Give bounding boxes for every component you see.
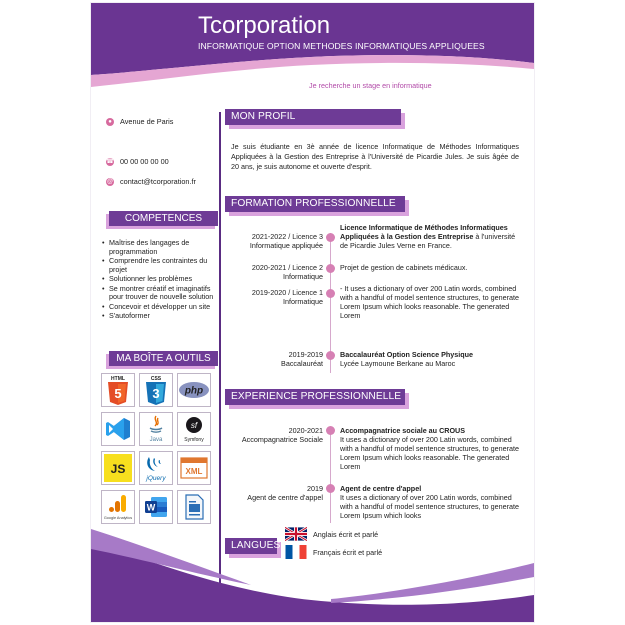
microsoft-word-logo-icon <box>139 490 173 524</box>
xml-logo-icon <box>177 451 211 485</box>
tools-heading-label: MA BOÎTE A OUTILS <box>109 351 218 366</box>
france-flag-icon <box>285 545 307 559</box>
profile-heading <box>225 109 405 129</box>
symfony-logo-icon <box>177 412 211 446</box>
profile-heading-label: MON PROFIL <box>225 109 401 125</box>
timeline-dot <box>326 264 335 273</box>
css-label: CSS <box>150 376 162 382</box>
formation-date-4: 2019-2019 Baccalauréat <box>281 350 323 368</box>
contact-email <box>106 177 196 186</box>
svg-text:3: 3 <box>152 386 160 401</box>
css3-logo-icon <box>139 373 173 407</box>
address-text: Avenue de Paris <box>120 117 174 126</box>
google-analytics-logo-icon <box>101 490 135 524</box>
javascript-logo-icon <box>101 451 135 485</box>
tools-grid <box>101 373 215 524</box>
experience-desc-1: Accompagnatrice sociale au CROUS It uses a dictionary of over 200 Latin words, combined with a handful of model sentence structures, to generate Lorem Ipsum which looks reasonable. The generated Lorem <box>340 426 519 471</box>
word-label: W <box>146 502 156 513</box>
experience-heading-label: EXPERIENCE PROFESSIONNELLE <box>225 389 405 405</box>
email-icon: @ <box>106 178 114 185</box>
skill-item: • Concevoir et développer un site <box>102 303 217 312</box>
tools-heading <box>106 351 218 369</box>
jquery-label: jQuery <box>146 475 166 482</box>
formation-heading-label: FORMATION PROFESSIONNELLE <box>225 196 405 212</box>
formation-desc-2: Projet de gestion de cabinets médicaux. <box>340 263 468 272</box>
job-tagline: Je recherche un stage en informatique <box>309 81 432 90</box>
competences-heading-label: COMPETENCES <box>109 211 218 226</box>
timeline-dot <box>326 289 335 298</box>
skill-item: • Solutionner les problèmes <box>102 275 217 284</box>
timeline-dot <box>326 351 335 360</box>
phone-icon: ☎ <box>106 158 114 165</box>
symfony-label: Symfony <box>184 437 204 443</box>
candidate-name: Tcorporation <box>198 12 331 39</box>
phone-text: 00 00 00 00 00 <box>120 157 169 166</box>
html5-logo-icon <box>101 373 135 407</box>
formation-desc-3: - It uses a dictionary of over 200 Latin words, combined with a handful of model sentence structures, to generate Lorem Ipsum which looks reasonable. The generated Lorem <box>340 284 519 320</box>
experience-date-1: 2020-2021 Accompagnatrice Sociale <box>241 426 323 444</box>
skill-item: • Maîtrise des langages de programmation <box>102 239 217 256</box>
contact-phone <box>106 157 169 166</box>
formation-desc-1: Licence Informatique de Méthodes Informatiques Appliquées à la Gestion des Entreprise à l'université de Picardie Jules Verne en France. <box>340 223 516 250</box>
svg-text:sf: sf <box>190 421 198 430</box>
timeline-dot <box>326 484 335 493</box>
php-label: php <box>184 385 204 397</box>
competences-heading <box>106 211 218 229</box>
language-french: Français écrit et parlé <box>313 548 383 557</box>
uk-flag-icon <box>285 527 307 541</box>
location-pin-icon: ● <box>106 118 114 126</box>
language-english: Anglais écrit et parlé <box>313 530 379 539</box>
cv-sheet <box>91 3 534 622</box>
candidate-subtitle: INFORMATIQUE OPTION METHODES INFORMATIQUES APPLIQUEES <box>198 41 485 51</box>
skill-item: • S'autoformer <box>102 312 217 321</box>
experience-desc-2: Agent de centre d'appel It uses a dictionary of over 200 Latin words, combined with a handful of model sentence structures, to generate Lorem Ipsum which looks <box>340 484 519 520</box>
languages-heading-label: LANGUES <box>225 538 277 554</box>
jquery-logo-icon <box>139 451 173 485</box>
experience-date-2: 2019 Agent de centre d'appel <box>247 484 323 502</box>
vscode-logo-icon <box>101 412 135 446</box>
svg-text:5: 5 <box>114 386 122 401</box>
formation-date-3: 2019-2020 / Licence 1 Informatique <box>251 288 323 306</box>
php-logo-icon <box>177 373 211 407</box>
formation-date-2: 2020-2021 / Licence 2 Informatique <box>251 263 323 281</box>
xml-label: XML <box>185 467 203 476</box>
timeline-dot <box>326 426 335 435</box>
profile-text: Je suis étudiante en 3è année de licence Informatique de Méthodes Informatiques Appliquées à la Gestion des Entreprise à l'Université de Picardie Jules. Je suis âgée de 20 ans, je suis autonome et ouverte d'esprit. <box>231 142 519 171</box>
analytics-label: Google Analytics <box>103 516 133 520</box>
formation-date-1: 2021-2022 / Licence 3 Informatique appliquée <box>249 232 323 250</box>
document-editor-logo-icon <box>177 490 211 524</box>
timeline-dot <box>326 233 335 242</box>
java-label: Java <box>149 437 163 443</box>
experience-heading <box>225 389 409 409</box>
skill-item: • Comprendre les contraintes du projet <box>102 257 217 274</box>
java-logo-icon <box>139 412 173 446</box>
skills-list <box>102 239 217 322</box>
email-text: contact@tcorporation.fr <box>120 177 196 186</box>
js-label: JS <box>110 462 126 476</box>
experience-timeline-line <box>330 427 331 523</box>
skill-item: • Se montrer créatif et imaginatifs pour trouver de nouvelle solution <box>102 285 217 302</box>
formation-desc-4: Baccalauréat Option Science Physique Lycée Laymoune Berkane au Maroc <box>340 350 474 368</box>
languages-heading <box>225 538 281 558</box>
contact-address <box>106 117 173 126</box>
html-label: HTML <box>111 376 125 382</box>
formation-heading <box>225 196 409 216</box>
